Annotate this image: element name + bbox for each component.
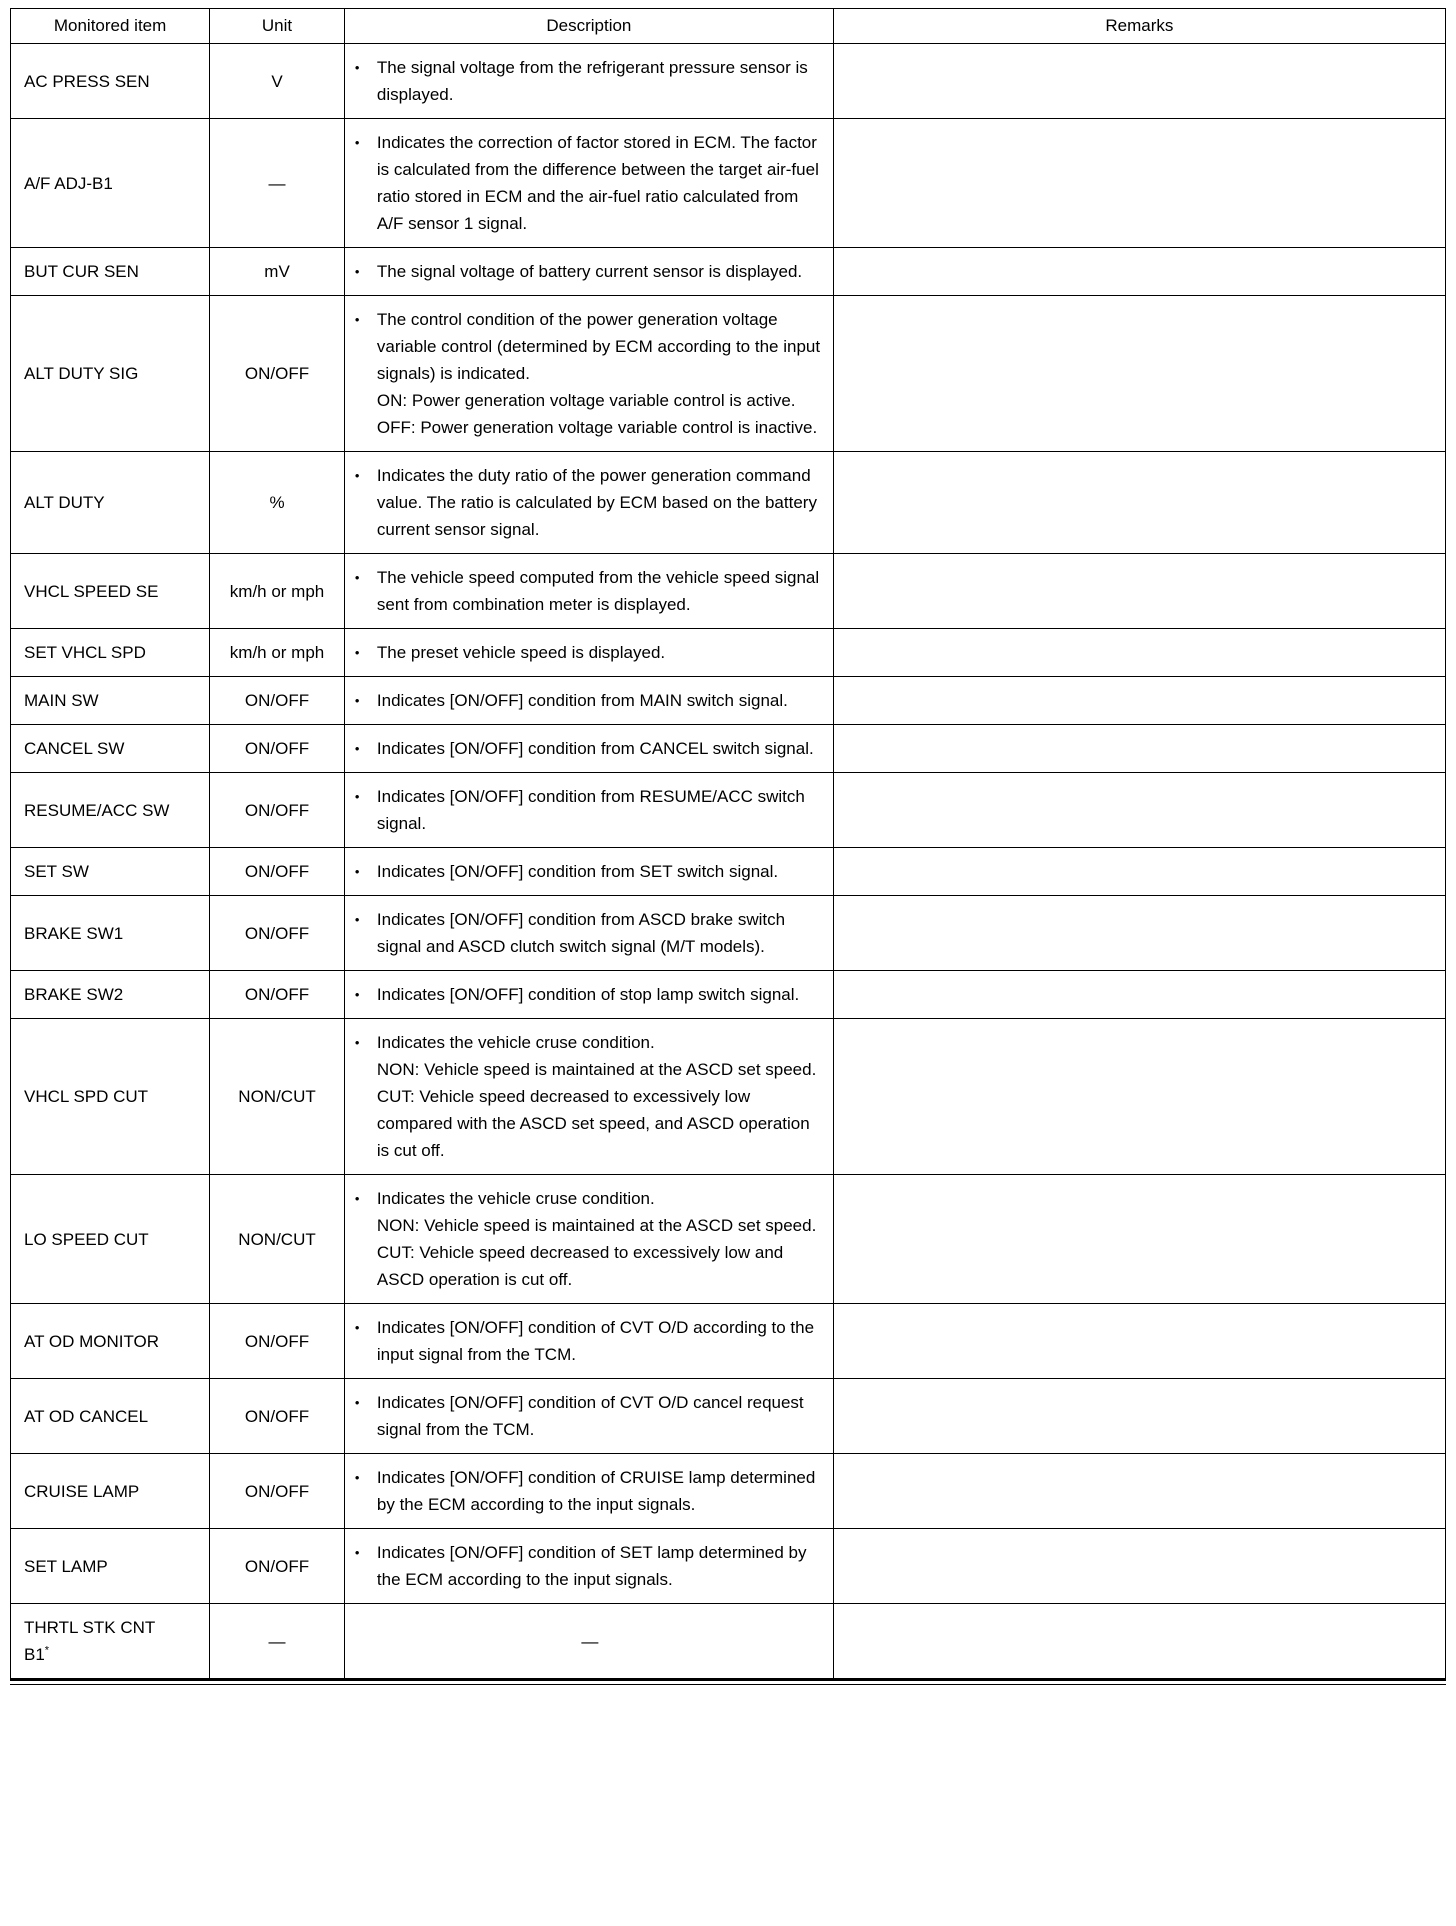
remarks-cell bbox=[833, 1175, 1445, 1304]
bullet-icon: • bbox=[354, 1320, 360, 1335]
unit-cell: ON/OFF bbox=[210, 971, 345, 1019]
remarks-cell bbox=[833, 1019, 1445, 1175]
description-text: Indicates [ON/OFF] condition from SET switch signal. bbox=[376, 862, 779, 881]
item-line: VHCL SPD CUT bbox=[24, 1087, 149, 1106]
bullet-icon: • bbox=[354, 135, 360, 150]
bullet-icon: • bbox=[354, 645, 360, 660]
monitored-item-cell bbox=[11, 1304, 210, 1379]
description-line: — bbox=[581, 1631, 599, 1651]
unit-cell: NON/CUT bbox=[210, 1019, 345, 1175]
description-cell bbox=[344, 554, 833, 629]
remarks-cell bbox=[833, 971, 1445, 1019]
description-line bbox=[355, 735, 825, 762]
remarks-cell bbox=[833, 1604, 1445, 1680]
description-cell bbox=[344, 1019, 833, 1175]
col-header-monitored-item: Monitored item bbox=[11, 9, 210, 44]
remarks-cell bbox=[833, 725, 1445, 773]
table-body bbox=[11, 44, 1446, 1680]
table-row bbox=[11, 1604, 1446, 1680]
remarks-cell bbox=[833, 554, 1445, 629]
footnote-asterisk: * bbox=[44, 1644, 50, 1657]
unit-cell: ON/OFF bbox=[210, 1304, 345, 1379]
table-row bbox=[11, 896, 1446, 971]
unit-cell: ON/OFF bbox=[210, 296, 345, 452]
item-line: BRAKE SW2 bbox=[24, 985, 124, 1004]
col-header-unit: Unit bbox=[210, 9, 345, 44]
table-row bbox=[11, 773, 1446, 848]
bullet-icon: • bbox=[354, 912, 360, 927]
monitored-item-cell bbox=[11, 119, 210, 248]
bullet-icon: • bbox=[354, 1470, 360, 1485]
description-text: Indicates [ON/OFF] condition from MAIN switch signal. bbox=[376, 691, 788, 710]
description-line bbox=[355, 1539, 825, 1593]
monitored-item-cell bbox=[11, 1529, 210, 1604]
bullet-icon: • bbox=[354, 987, 360, 1002]
description-line bbox=[355, 129, 825, 237]
remarks-cell bbox=[833, 677, 1445, 725]
description-line bbox=[355, 564, 825, 618]
description-text: Indicates the duty ratio of the power generation command value. The ratio is calculated by ECM based on the battery current sensor signal. bbox=[376, 466, 817, 539]
description-text: Indicates the vehicle cruse condition. bbox=[376, 1033, 655, 1052]
monitored-item-cell bbox=[11, 1175, 210, 1304]
bullet-icon: • bbox=[354, 693, 360, 708]
monitored-item-cell bbox=[11, 677, 210, 725]
item-line: ALT DUTY bbox=[24, 493, 105, 512]
item-line: BUT CUR SEN bbox=[24, 262, 139, 281]
monitored-item-cell bbox=[11, 1454, 210, 1529]
header-row bbox=[11, 9, 1446, 44]
description-cell bbox=[344, 725, 833, 773]
table-row bbox=[11, 725, 1446, 773]
unit-cell: — bbox=[210, 1604, 345, 1680]
monitored-item-cell bbox=[11, 971, 210, 1019]
description-line bbox=[355, 639, 825, 666]
unit-cell: ON/OFF bbox=[210, 677, 345, 725]
item-line: RESUME/ACC SW bbox=[24, 800, 170, 820]
bullet-icon: • bbox=[354, 312, 360, 327]
monitored-item-cell bbox=[11, 296, 210, 452]
monitored-item-cell bbox=[11, 44, 210, 119]
table-row bbox=[11, 677, 1446, 725]
bullet-icon: • bbox=[354, 1035, 360, 1050]
table-row bbox=[11, 1304, 1446, 1379]
table-row bbox=[11, 971, 1446, 1019]
unit-cell: km/h or mph bbox=[210, 554, 345, 629]
bottom-double-rule bbox=[10, 1684, 1446, 1685]
monitored-item-cell bbox=[11, 848, 210, 896]
description-line: CUT: Vehicle speed decreased to excessively low compared with the ASCD set speed, and ASCD operation is cut off. bbox=[376, 1087, 810, 1160]
table-row bbox=[11, 1454, 1446, 1529]
description-cell bbox=[344, 629, 833, 677]
item-line: CANCEL SW bbox=[24, 739, 125, 758]
table-row bbox=[11, 1019, 1446, 1175]
unit-cell: mV bbox=[210, 248, 345, 296]
remarks-cell bbox=[833, 119, 1445, 248]
description-cell bbox=[344, 44, 833, 119]
description-line bbox=[355, 1185, 825, 1212]
item-line: BRAKE SW1 bbox=[24, 923, 124, 943]
description-text: Indicates [ON/OFF] condition of CRUISE lamp determined by the ECM according to the input signals. bbox=[376, 1468, 816, 1514]
bullet-icon: • bbox=[354, 1545, 360, 1560]
description-cell bbox=[344, 1529, 833, 1604]
description-cell bbox=[344, 248, 833, 296]
table-row bbox=[11, 629, 1446, 677]
item-line: SET LAMP bbox=[24, 1556, 108, 1576]
bullet-icon: • bbox=[354, 1191, 360, 1206]
description-cell bbox=[344, 971, 833, 1019]
unit-cell: km/h or mph bbox=[210, 629, 345, 677]
table-row bbox=[11, 1379, 1446, 1454]
description-text: Indicates the correction of factor stored in ECM. The factor is calculated from the difference between the target air-fuel ratio stored in ECM and the air-fuel ratio calculated from A/F sensor 1 signal. bbox=[376, 133, 819, 233]
remarks-cell bbox=[833, 1529, 1445, 1604]
monitored-items-table bbox=[10, 8, 1446, 1681]
description-line bbox=[355, 981, 825, 1008]
table-row bbox=[11, 44, 1446, 119]
description-text: The signal voltage from the refrigerant pressure sensor is displayed. bbox=[376, 58, 808, 104]
item-line: MAIN SW bbox=[24, 691, 99, 710]
description-line bbox=[355, 1389, 825, 1443]
table-row bbox=[11, 848, 1446, 896]
description-cell bbox=[344, 452, 833, 554]
unit-cell: ON/OFF bbox=[210, 848, 345, 896]
item-line: AT OD CANCEL bbox=[24, 1406, 149, 1426]
remarks-cell bbox=[833, 896, 1445, 971]
description-text: Indicates [ON/OFF] condition from CANCEL switch signal. bbox=[376, 739, 814, 758]
table-row bbox=[11, 119, 1446, 248]
remarks-cell bbox=[833, 1379, 1445, 1454]
monitored-item-cell bbox=[11, 1379, 210, 1454]
description-text: The vehicle speed computed from the vehicle speed signal sent from combination meter is displayed. bbox=[376, 568, 820, 614]
description-text: Indicates [ON/OFF] condition of SET lamp determined by the ECM according to the input signals. bbox=[376, 1543, 807, 1589]
bullet-icon: • bbox=[354, 570, 360, 585]
description-text: Indicates [ON/OFF] condition of CVT O/D according to the input signal from the TCM. bbox=[376, 1318, 815, 1364]
bullet-icon: • bbox=[354, 264, 360, 279]
table-row bbox=[11, 1175, 1446, 1304]
description-text: Indicates [ON/OFF] condition from ASCD brake switch signal and ASCD clutch switch signal (M/T models). bbox=[376, 910, 786, 956]
description-line bbox=[355, 858, 825, 885]
bullet-icon: • bbox=[354, 741, 360, 756]
bullet-icon: • bbox=[354, 1395, 360, 1410]
remarks-cell bbox=[833, 773, 1445, 848]
description-cell bbox=[344, 677, 833, 725]
monitored-item-cell bbox=[11, 1604, 210, 1680]
description-line bbox=[355, 783, 825, 837]
description-line: CUT: Vehicle speed decreased to excessively low and ASCD operation is cut off. bbox=[376, 1243, 784, 1289]
description-line: ON: Power generation voltage variable control is active. bbox=[376, 391, 796, 410]
remarks-cell bbox=[833, 452, 1445, 554]
unit-cell: ON/OFF bbox=[210, 1454, 345, 1529]
col-header-remarks: Remarks bbox=[833, 9, 1445, 44]
monitored-item-cell bbox=[11, 773, 210, 848]
item-line: SET VHCL SPD bbox=[24, 643, 146, 662]
remarks-cell bbox=[833, 848, 1445, 896]
description-cell bbox=[344, 773, 833, 848]
description-line bbox=[355, 906, 825, 960]
table-row bbox=[11, 296, 1446, 452]
description-text: Indicates [ON/OFF] condition of CVT O/D cancel request signal from the TCM. bbox=[376, 1393, 804, 1439]
description-line bbox=[355, 306, 825, 387]
description-line bbox=[355, 687, 825, 714]
description-text: Indicates [ON/OFF] condition of stop lamp switch signal. bbox=[376, 985, 800, 1004]
description-text: The preset vehicle speed is displayed. bbox=[376, 643, 666, 662]
description-cell bbox=[344, 296, 833, 452]
item-line: SET SW bbox=[24, 862, 89, 881]
bullet-icon: • bbox=[354, 468, 360, 483]
unit-cell: ON/OFF bbox=[210, 1379, 345, 1454]
item-line: ALT DUTY SIG bbox=[24, 364, 139, 383]
unit-cell: ON/OFF bbox=[210, 896, 345, 971]
item-line: VHCL SPEED SE bbox=[24, 581, 159, 601]
remarks-cell bbox=[833, 248, 1445, 296]
description-line: NON: Vehicle speed is maintained at the ASCD set speed. bbox=[376, 1216, 817, 1235]
description-cell bbox=[344, 1304, 833, 1379]
unit-cell: ON/OFF bbox=[210, 773, 345, 848]
description-line bbox=[355, 462, 825, 543]
unit-cell: % bbox=[210, 452, 345, 554]
remarks-cell bbox=[833, 629, 1445, 677]
item-line: AC PRESS SEN bbox=[24, 71, 150, 91]
item-line: THRTL STK CNT bbox=[24, 1618, 156, 1637]
table-row bbox=[11, 1529, 1446, 1604]
description-line: NON: Vehicle speed is maintained at the ASCD set speed. bbox=[376, 1060, 817, 1079]
description-cell bbox=[344, 1175, 833, 1304]
description-cell bbox=[344, 1454, 833, 1529]
monitored-item-cell bbox=[11, 1019, 210, 1175]
item-line: B1* bbox=[24, 1644, 50, 1664]
monitored-item-cell bbox=[11, 896, 210, 971]
item-line: LO SPEED CUT bbox=[24, 1229, 149, 1249]
description-line bbox=[355, 1029, 825, 1056]
monitored-item-cell bbox=[11, 452, 210, 554]
monitored-item-cell bbox=[11, 725, 210, 773]
remarks-cell bbox=[833, 44, 1445, 119]
description-cell bbox=[344, 896, 833, 971]
monitored-item-cell bbox=[11, 248, 210, 296]
description-text: Indicates [ON/OFF] condition from RESUME/ACC switch signal. bbox=[376, 787, 805, 833]
remarks-cell bbox=[833, 1454, 1445, 1529]
description-cell bbox=[344, 1604, 833, 1680]
description-line bbox=[355, 54, 825, 108]
monitored-item-cell bbox=[11, 554, 210, 629]
table-row bbox=[11, 554, 1446, 629]
unit-cell: NON/CUT bbox=[210, 1175, 345, 1304]
description-line bbox=[355, 258, 825, 285]
item-line: AT OD MONITOR bbox=[24, 1331, 160, 1351]
description-line bbox=[355, 1464, 825, 1518]
remarks-cell bbox=[833, 296, 1445, 452]
item-line: A/F ADJ-B1 bbox=[24, 173, 113, 193]
col-header-description: Description bbox=[344, 9, 833, 44]
table-row bbox=[11, 248, 1446, 296]
unit-cell: — bbox=[210, 119, 345, 248]
description-cell bbox=[344, 1379, 833, 1454]
description-text: The signal voltage of battery current sensor is displayed. bbox=[376, 262, 803, 281]
description-cell bbox=[344, 848, 833, 896]
unit-cell: V bbox=[210, 44, 345, 119]
description-text: The control condition of the power generation voltage variable control (determined by ECM according to the input signals) is indicated. bbox=[376, 310, 821, 383]
bullet-icon: • bbox=[354, 60, 360, 75]
unit-cell: ON/OFF bbox=[210, 725, 345, 773]
item-line: CRUISE LAMP bbox=[24, 1481, 140, 1501]
unit-cell: ON/OFF bbox=[210, 1529, 345, 1604]
description-cell bbox=[344, 119, 833, 248]
bullet-icon: • bbox=[354, 864, 360, 879]
table-row bbox=[11, 452, 1446, 554]
remarks-cell bbox=[833, 1304, 1445, 1379]
description-line: OFF: Power generation voltage variable control is inactive. bbox=[376, 418, 818, 437]
bullet-icon: • bbox=[354, 789, 360, 804]
monitored-item-cell bbox=[11, 629, 210, 677]
description-text: Indicates the vehicle cruse condition. bbox=[376, 1189, 655, 1208]
table-header bbox=[11, 9, 1446, 44]
description-line bbox=[355, 1314, 825, 1368]
